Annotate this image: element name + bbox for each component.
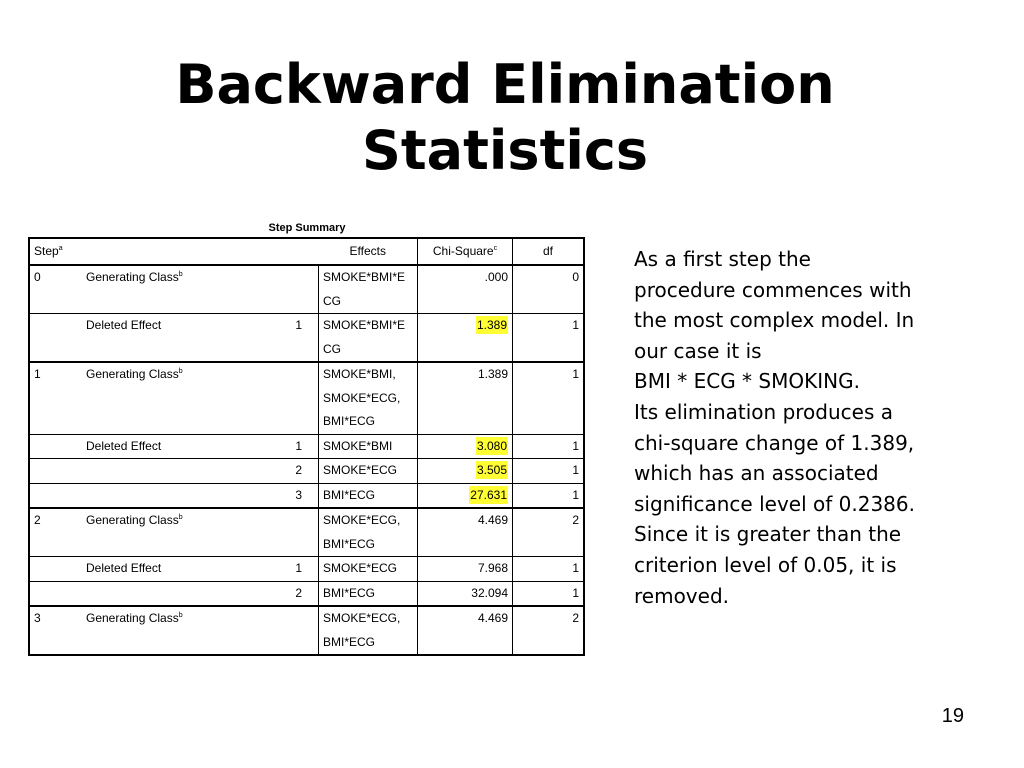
explanation-line: procedure commences with bbox=[634, 277, 912, 302]
cell-chi-square bbox=[418, 557, 513, 582]
cell-effect-number: 1 bbox=[188, 557, 319, 582]
cell-chi-square bbox=[418, 508, 513, 557]
table-row bbox=[29, 314, 584, 363]
effect-term: CG bbox=[323, 293, 341, 308]
effect-term: SMOKE*ECG, bbox=[323, 611, 401, 625]
slide-title bbox=[120, 52, 890, 184]
header-df: df bbox=[513, 238, 585, 265]
table-row bbox=[29, 508, 584, 557]
cell-effects bbox=[319, 459, 418, 484]
cell-label: Generating Class$^b$ bbox=[86, 270, 183, 284]
cell-effect-number: 2 bbox=[188, 581, 319, 606]
cell-effect-number bbox=[188, 606, 319, 655]
cell-effect-number bbox=[188, 508, 319, 557]
cell-step bbox=[29, 581, 82, 606]
explanation-line: significance level of 0.2386. bbox=[634, 491, 915, 516]
effect-term: SMOKE*ECG, bbox=[323, 513, 401, 527]
cell-chi-square bbox=[418, 314, 513, 363]
cell-effects bbox=[319, 557, 418, 582]
cell-chi-square bbox=[418, 606, 513, 655]
explanation-text bbox=[634, 244, 994, 611]
cell-step bbox=[29, 557, 82, 582]
cell-effects bbox=[319, 362, 418, 434]
cell-label: Generating Class$^b$ bbox=[82, 362, 188, 434]
cell-chi-square bbox=[418, 459, 513, 484]
chi-square-value: 3.505 bbox=[476, 463, 507, 477]
slide-number: 19 bbox=[941, 705, 964, 727]
cell-label: Deleted Effect bbox=[82, 314, 188, 363]
cell-step bbox=[29, 459, 82, 484]
effect-term: SMOKE*BMI*E bbox=[323, 318, 406, 332]
cell-effects bbox=[319, 483, 418, 508]
chi-square-value: 4.469 bbox=[477, 513, 508, 527]
cell-step bbox=[29, 314, 82, 363]
header-step: Step$^a$ bbox=[29, 238, 319, 265]
cell-step bbox=[29, 483, 82, 508]
cell-label bbox=[82, 459, 188, 484]
chi-square-value: 32.094 bbox=[471, 585, 508, 600]
cell-df: 1 bbox=[513, 483, 585, 508]
cell-label: Generating Class$^b$ bbox=[82, 508, 188, 557]
cell-step bbox=[29, 434, 82, 459]
cell-label bbox=[82, 483, 188, 508]
table-row bbox=[29, 557, 584, 582]
cell-effect-number: 1 bbox=[188, 314, 319, 363]
cell-effects bbox=[319, 314, 418, 363]
header-chi-square: Chi-Square$^c$ bbox=[418, 238, 513, 265]
cell-chi-square bbox=[418, 434, 513, 459]
cell-df: 0 bbox=[572, 270, 579, 284]
effect-term: SMOKE*ECG bbox=[323, 561, 398, 575]
table-row bbox=[29, 483, 584, 508]
cell-effects bbox=[319, 606, 418, 655]
table-row bbox=[29, 265, 584, 314]
cell-effect-number: 3 bbox=[188, 483, 319, 508]
slide-title-line-2: Statistics bbox=[361, 119, 649, 182]
cell-chi-square bbox=[418, 265, 513, 314]
cell-df: 1 bbox=[513, 362, 585, 434]
cell-step: 0 bbox=[34, 270, 41, 284]
chi-square-value: 3.080 bbox=[476, 438, 507, 453]
cell-effects bbox=[319, 581, 418, 606]
table-row bbox=[29, 581, 584, 606]
explanation-line: which has an associated bbox=[634, 461, 879, 486]
cell-df: 1 bbox=[513, 557, 585, 582]
explanation-line: removed. bbox=[634, 583, 729, 608]
explanation-line: Since it is greater than the bbox=[634, 522, 902, 547]
cell-label: Deleted Effect bbox=[82, 434, 188, 459]
cell-effects bbox=[319, 508, 418, 557]
effect-term: BMI*ECG bbox=[323, 487, 376, 502]
explanation-line: Its elimination produces a bbox=[634, 399, 893, 424]
effect-term: SMOKE*BMI bbox=[323, 438, 393, 453]
effect-term: CG bbox=[323, 341, 341, 356]
table-body bbox=[29, 265, 584, 655]
effect-term: BMI*ECG bbox=[323, 414, 376, 428]
cell-df: 1 bbox=[513, 581, 585, 606]
effect-term: BMI*ECG bbox=[323, 634, 376, 649]
cell-effect-number bbox=[188, 265, 319, 314]
chi-square-value: 1.389 bbox=[476, 318, 507, 332]
explanation-line: chi-square change of 1.389, bbox=[634, 430, 915, 455]
cell-step: 2 bbox=[29, 508, 82, 557]
step-summary-table bbox=[28, 237, 585, 656]
cell-step: 1 bbox=[29, 362, 82, 434]
cell-df: 2 bbox=[513, 508, 585, 557]
cell-effects bbox=[319, 434, 418, 459]
effect-term: SMOKE*ECG bbox=[323, 463, 398, 477]
cell-df: 1 bbox=[513, 459, 585, 484]
effect-term: SMOKE*BMI*E bbox=[323, 270, 406, 284]
explanation-line: criterion level of 0.05, it is bbox=[634, 552, 897, 577]
cell-effects bbox=[319, 265, 418, 314]
cell-step: 3 bbox=[29, 606, 82, 655]
explanation-line: BMI * ECG * SMOKING. bbox=[634, 369, 860, 394]
cell-label bbox=[82, 581, 188, 606]
chi-square-value: 7.968 bbox=[477, 561, 508, 575]
cell-df: 2 bbox=[513, 606, 585, 655]
cell-effect-number: 1 bbox=[188, 434, 319, 459]
cell-effect-number: 2 bbox=[188, 459, 319, 484]
effect-term: SMOKE*BMI, bbox=[323, 367, 396, 381]
cell-chi-square bbox=[418, 483, 513, 508]
effect-term: BMI*ECG bbox=[323, 585, 376, 600]
table-row bbox=[29, 606, 584, 655]
effect-term: BMI*ECG bbox=[323, 536, 376, 551]
slide-title-line-1: Backward Elimination bbox=[175, 53, 835, 116]
effect-term: SMOKE*ECG, bbox=[323, 390, 401, 405]
table-row bbox=[29, 459, 584, 484]
cell-df: 1 bbox=[513, 314, 585, 363]
cell-effect-number bbox=[188, 362, 319, 434]
table-caption: Step Summary bbox=[268, 222, 346, 234]
cell-chi-square bbox=[418, 362, 513, 434]
cell-label: Deleted Effect bbox=[82, 557, 188, 582]
explanation-line: As a first step the bbox=[634, 247, 811, 271]
table-row bbox=[29, 434, 584, 459]
explanation-line: our case it is bbox=[634, 338, 762, 363]
table-header-row bbox=[29, 238, 584, 265]
cell-chi-square bbox=[418, 581, 513, 606]
explanation-line: the most complex model. In bbox=[634, 308, 915, 333]
chi-square-value: .000 bbox=[484, 270, 508, 284]
cell-label: Generating Class$^b$ bbox=[82, 606, 188, 655]
chi-square-value: 4.469 bbox=[477, 611, 508, 625]
chi-square-value: 1.389 bbox=[477, 367, 508, 381]
header-effects: Effects bbox=[319, 238, 418, 265]
table-row bbox=[29, 362, 584, 434]
cell-df: 1 bbox=[513, 434, 585, 459]
chi-square-value: 27.631 bbox=[470, 487, 507, 502]
